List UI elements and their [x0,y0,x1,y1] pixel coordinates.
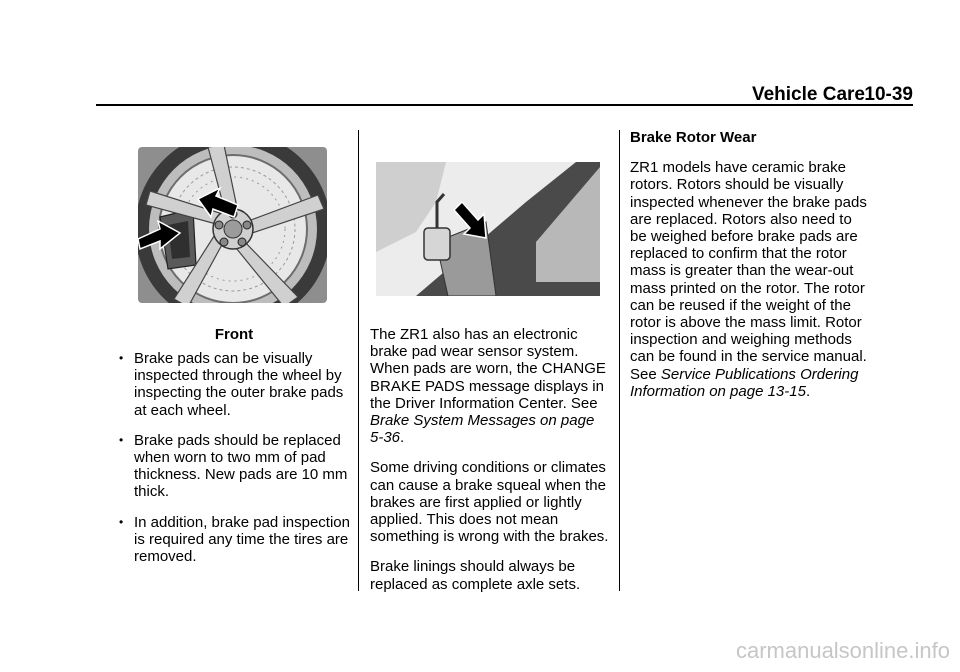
bullet-list [114,350,358,565]
watermark: carmanualsonline.info [735,638,950,663]
list-item: • Brake pads can be visually inspected through the wheel by inspecting the outer brake pads at each wheel. [119,350,344,419]
service-publications-link[interactable]: Service Publications Ordering Information on page 13-15 [630,365,859,400]
wheel-brake-illustration [138,147,327,303]
linings-paragraph: Brake linings should always be replaced as complete axle sets. [370,558,581,593]
bullet-icon: • [119,351,124,365]
bullet-icon: • [119,514,124,529]
brake-messages-link[interactable]: Brake System Messages on page 5-36 [370,412,595,447]
wear-sensor-connector [424,228,450,260]
figure-caption: Front [214,326,254,343]
header-rule [96,104,913,106]
wear-sensor-illustration [376,162,600,296]
squeal-paragraph: Some driving conditions or climates can cause a brake squeal when the brakes are first applied or lightly applied. This does not mean something is wrong with the brakes. [370,459,609,546]
right-column [630,129,870,413]
column-divider-left [358,130,359,591]
middle-column [370,326,610,606]
list-item: • In addition, brake pad inspection is required any time the tires are removed. [119,513,350,566]
center-cap [224,220,242,238]
section-title: Vehicle Care [751,84,865,105]
bullet-icon: • [119,432,124,447]
page-header [0,0,960,110]
column-divider-right [619,130,620,591]
rotor-paragraph: ZR1 models have ceramic brake rotors. Rotors should be visually inspected whenever the brake pads are replaced. Rotors also need to be weighed before brake pads are replaced to confirm that the rotor mass is greater than the wear-out mass printed on the rotor. The rotor can be reused if the weight of the rotor is above the mass limit. Rotor inspection and weighing methods can be found in the service manual. See Service Publications Ordering Information on page 13-15. [630,159,867,400]
list-item: • Brake pads should be replaced when worn to two mm of pad thickness. New pads are 10 mm thick. [119,431,348,501]
rotor-wear-heading: Brake Rotor Wear [630,129,757,146]
page-number: 10-39 [864,84,913,105]
sensor-paragraph: The ZR1 also has an electronic brake pad wear sensor system. When pads are worn, the CHANGE BRAKE PADS message displays in the Driver Information Center. See Brake System Messages on page 5-36. [370,326,606,447]
left-column [114,350,358,578]
